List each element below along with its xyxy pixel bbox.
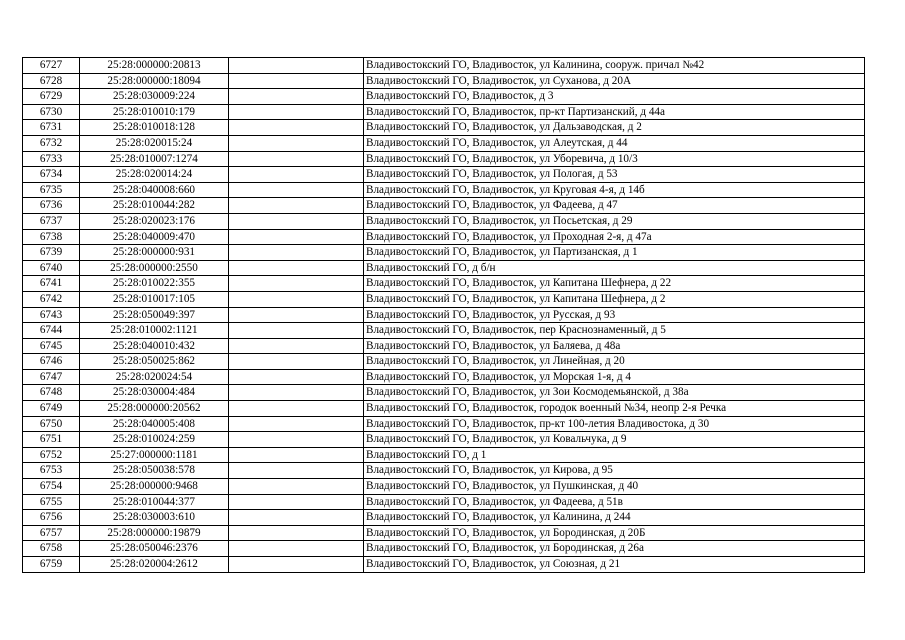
address-cell: Владивостокский ГО, Владивосток, городок военный №34, неопр 2-я Речка — [364, 401, 865, 417]
cadastral-number-cell: 25:28:010017:105 — [80, 291, 229, 307]
cadastral-number-cell: 25:28:010010:179 — [80, 104, 229, 120]
row-number-cell: 6758 — [23, 541, 80, 557]
address-cell: Владивостокский ГО, Владивосток, пр-кт Партизанский, д 44а — [364, 104, 865, 120]
cadastral-number-cell: 25:28:050046:2376 — [80, 541, 229, 557]
empty-cell — [229, 213, 364, 229]
table-row — [23, 276, 865, 292]
cadastral-number-cell: 25:28:020004:2612 — [80, 557, 229, 573]
empty-cell — [229, 338, 364, 354]
table-row — [23, 369, 865, 385]
address-cell: Владивостокский ГО, Владивосток, ул Калинина, сооруж. причал №42 — [364, 58, 865, 74]
address-cell: Владивостокский ГО, Владивосток, ул Круговая 4-я, д 14б — [364, 182, 865, 198]
address-cell: Владивостокский ГО, Владивосток, ул Бородинская, д 26а — [364, 541, 865, 557]
empty-cell — [229, 73, 364, 89]
cadastral-number-cell: 25:28:010007:1274 — [80, 151, 229, 167]
row-number-cell: 6755 — [23, 494, 80, 510]
table-row — [23, 494, 865, 510]
registry-table-body — [23, 58, 865, 573]
cadastral-number-cell: 25:28:010022:355 — [80, 276, 229, 292]
row-number-cell: 6744 — [23, 323, 80, 339]
address-cell: Владивостокский ГО, Владивосток, ул Зои Космодемьянской, д 38а — [364, 385, 865, 401]
table-row — [23, 510, 865, 526]
table-row — [23, 338, 865, 354]
row-number-cell: 6732 — [23, 135, 80, 151]
empty-cell — [229, 369, 364, 385]
row-number-cell: 6738 — [23, 229, 80, 245]
row-number-cell: 6759 — [23, 557, 80, 573]
table-row — [23, 58, 865, 74]
address-cell: Владивостокский ГО, Владивосток, ул Пологая, д 53 — [364, 167, 865, 183]
empty-cell — [229, 229, 364, 245]
table-row — [23, 323, 865, 339]
address-cell: Владивостокский ГО, Владивосток, ул Морская 1-я, д 4 — [364, 369, 865, 385]
cadastral-number-cell: 25:28:050049:397 — [80, 307, 229, 323]
table-row — [23, 151, 865, 167]
cadastral-number-cell: 25:28:020024:54 — [80, 369, 229, 385]
table-row — [23, 245, 865, 261]
row-number-cell: 6735 — [23, 182, 80, 198]
cadastral-number-cell: 25:28:030009:224 — [80, 89, 229, 105]
table-row — [23, 432, 865, 448]
table-row — [23, 463, 865, 479]
row-number-cell: 6741 — [23, 276, 80, 292]
table-row — [23, 89, 865, 105]
empty-cell — [229, 447, 364, 463]
cadastral-number-cell: 25:28:000000:19879 — [80, 525, 229, 541]
empty-cell — [229, 167, 364, 183]
table-row — [23, 198, 865, 214]
address-cell: Владивостокский ГО, Владивосток, ул Фадеева, д 51в — [364, 494, 865, 510]
table-row — [23, 401, 865, 417]
cadastral-number-cell: 25:28:000000:20813 — [80, 58, 229, 74]
row-number-cell: 6727 — [23, 58, 80, 74]
row-number-cell: 6731 — [23, 120, 80, 136]
table-row — [23, 557, 865, 573]
table-row — [23, 354, 865, 370]
cadastral-number-cell: 25:28:010002:1121 — [80, 323, 229, 339]
empty-cell — [229, 276, 364, 292]
empty-cell — [229, 432, 364, 448]
row-number-cell: 6752 — [23, 447, 80, 463]
cadastral-number-cell: 25:28:000000:9468 — [80, 479, 229, 495]
empty-cell — [229, 291, 364, 307]
cadastral-number-cell: 25:28:010024:259 — [80, 432, 229, 448]
address-cell: Владивостокский ГО, Владивосток, ул Баляева, д 48а — [364, 338, 865, 354]
row-number-cell: 6753 — [23, 463, 80, 479]
cadastral-number-cell: 25:28:000000:18094 — [80, 73, 229, 89]
empty-cell — [229, 385, 364, 401]
address-cell: Владивостокский ГО, Владивосток, ул Суханова, д 20А — [364, 73, 865, 89]
address-cell: Владивостокский ГО, Владивосток, ул Русская, д 93 — [364, 307, 865, 323]
address-cell: Владивостокский ГО, Владивосток, ул Союзная, д 21 — [364, 557, 865, 573]
address-cell: Владивостокский ГО, Владивосток, ул Посьетская, д 29 — [364, 213, 865, 229]
address-cell: Владивостокский ГО, Владивосток, ул Дальзаводская, д 2 — [364, 120, 865, 136]
address-cell: Владивостокский ГО, Владивосток, ул Алеутская, д 44 — [364, 135, 865, 151]
empty-cell — [229, 182, 364, 198]
cadastral-number-cell: 25:28:010044:282 — [80, 198, 229, 214]
address-cell: Владивостокский ГО, Владивосток, пр-кт 100-летия Владивостока, д 30 — [364, 416, 865, 432]
empty-cell — [229, 58, 364, 74]
address-cell: Владивостокский ГО, Владивосток, ул Партизанская, д 1 — [364, 245, 865, 261]
table-row — [23, 385, 865, 401]
address-cell: Владивостокский ГО, Владивосток, пер Краснознаменный, д 5 — [364, 323, 865, 339]
row-number-cell: 6750 — [23, 416, 80, 432]
row-number-cell: 6730 — [23, 104, 80, 120]
cadastral-number-cell: 25:28:020015:24 — [80, 135, 229, 151]
empty-cell — [229, 494, 364, 510]
cadastral-number-cell: 25:28:020014:24 — [80, 167, 229, 183]
table-row — [23, 182, 865, 198]
empty-cell — [229, 260, 364, 276]
cadastral-number-cell: 25:28:030004:484 — [80, 385, 229, 401]
table-row — [23, 135, 865, 151]
address-cell: Владивостокский ГО, Владивосток, ул Капитана Шефнера, д 22 — [364, 276, 865, 292]
row-number-cell: 6754 — [23, 479, 80, 495]
empty-cell — [229, 463, 364, 479]
row-number-cell: 6743 — [23, 307, 80, 323]
address-cell: Владивостокский ГО, д 1 — [364, 447, 865, 463]
table-row — [23, 525, 865, 541]
row-number-cell: 6733 — [23, 151, 80, 167]
address-cell: Владивостокский ГО, Владивосток, ул Кирова, д 95 — [364, 463, 865, 479]
table-row — [23, 167, 865, 183]
empty-cell — [229, 354, 364, 370]
cadastral-number-cell: 25:28:040008:660 — [80, 182, 229, 198]
empty-cell — [229, 104, 364, 120]
table-row — [23, 260, 865, 276]
property-registry-table — [22, 57, 865, 573]
cadastral-number-cell: 25:28:040009:470 — [80, 229, 229, 245]
address-cell: Владивостокский ГО, Владивосток, ул Уборевича, д 10/3 — [364, 151, 865, 167]
empty-cell — [229, 541, 364, 557]
empty-cell — [229, 89, 364, 105]
table-row — [23, 291, 865, 307]
cadastral-number-cell: 25:28:040010:432 — [80, 338, 229, 354]
row-number-cell: 6737 — [23, 213, 80, 229]
empty-cell — [229, 120, 364, 136]
table-row — [23, 447, 865, 463]
cadastral-number-cell: 25:28:000000:2550 — [80, 260, 229, 276]
empty-cell — [229, 151, 364, 167]
document-page — [22, 57, 865, 573]
address-cell: Владивостокский ГО, д б/н — [364, 260, 865, 276]
empty-cell — [229, 198, 364, 214]
empty-cell — [229, 510, 364, 526]
row-number-cell: 6756 — [23, 510, 80, 526]
cadastral-number-cell: 25:28:050038:578 — [80, 463, 229, 479]
address-cell: Владивостокский ГО, Владивосток, ул Бородинская, д 20Б — [364, 525, 865, 541]
cadastral-number-cell: 25:28:050025:862 — [80, 354, 229, 370]
row-number-cell: 6748 — [23, 385, 80, 401]
row-number-cell: 6740 — [23, 260, 80, 276]
table-row — [23, 541, 865, 557]
empty-cell — [229, 323, 364, 339]
empty-cell — [229, 525, 364, 541]
row-number-cell: 6747 — [23, 369, 80, 385]
cadastral-number-cell: 25:27:000000:1181 — [80, 447, 229, 463]
table-row — [23, 479, 865, 495]
address-cell: Владивостокский ГО, Владивосток, ул Фадеева, д 47 — [364, 198, 865, 214]
cadastral-number-cell: 25:28:010044:377 — [80, 494, 229, 510]
row-number-cell: 6739 — [23, 245, 80, 261]
address-cell: Владивостокский ГО, Владивосток, ул Проходная 2-я, д 47а — [364, 229, 865, 245]
table-row — [23, 73, 865, 89]
address-cell: Владивостокский ГО, Владивосток, ул Капитана Шефнера, д 2 — [364, 291, 865, 307]
row-number-cell: 6736 — [23, 198, 80, 214]
empty-cell — [229, 135, 364, 151]
row-number-cell: 6757 — [23, 525, 80, 541]
row-number-cell: 6728 — [23, 73, 80, 89]
cadastral-number-cell: 25:28:010018:128 — [80, 120, 229, 136]
address-cell: Владивостокский ГО, Владивосток, ул Ковальчука, д 9 — [364, 432, 865, 448]
address-cell: Владивостокский ГО, Владивосток, ул Калинина, д 244 — [364, 510, 865, 526]
empty-cell — [229, 416, 364, 432]
table-row — [23, 416, 865, 432]
table-row — [23, 307, 865, 323]
row-number-cell: 6729 — [23, 89, 80, 105]
cadastral-number-cell: 25:28:020023:176 — [80, 213, 229, 229]
table-row — [23, 213, 865, 229]
cadastral-number-cell: 25:28:040005:408 — [80, 416, 229, 432]
row-number-cell: 6746 — [23, 354, 80, 370]
table-row — [23, 120, 865, 136]
row-number-cell: 6751 — [23, 432, 80, 448]
row-number-cell: 6742 — [23, 291, 80, 307]
address-cell: Владивостокский ГО, Владивосток, ул Пушкинская, д 40 — [364, 479, 865, 495]
cadastral-number-cell: 25:28:000000:20562 — [80, 401, 229, 417]
empty-cell — [229, 557, 364, 573]
empty-cell — [229, 307, 364, 323]
table-row — [23, 229, 865, 245]
row-number-cell: 6749 — [23, 401, 80, 417]
row-number-cell: 6734 — [23, 167, 80, 183]
row-number-cell: 6745 — [23, 338, 80, 354]
address-cell: Владивостокский ГО, Владивосток, д 3 — [364, 89, 865, 105]
table-row — [23, 104, 865, 120]
empty-cell — [229, 245, 364, 261]
empty-cell — [229, 479, 364, 495]
cadastral-number-cell: 25:28:030003:610 — [80, 510, 229, 526]
cadastral-number-cell: 25:28:000000:931 — [80, 245, 229, 261]
address-cell: Владивостокский ГО, Владивосток, ул Линейная, д 20 — [364, 354, 865, 370]
empty-cell — [229, 401, 364, 417]
